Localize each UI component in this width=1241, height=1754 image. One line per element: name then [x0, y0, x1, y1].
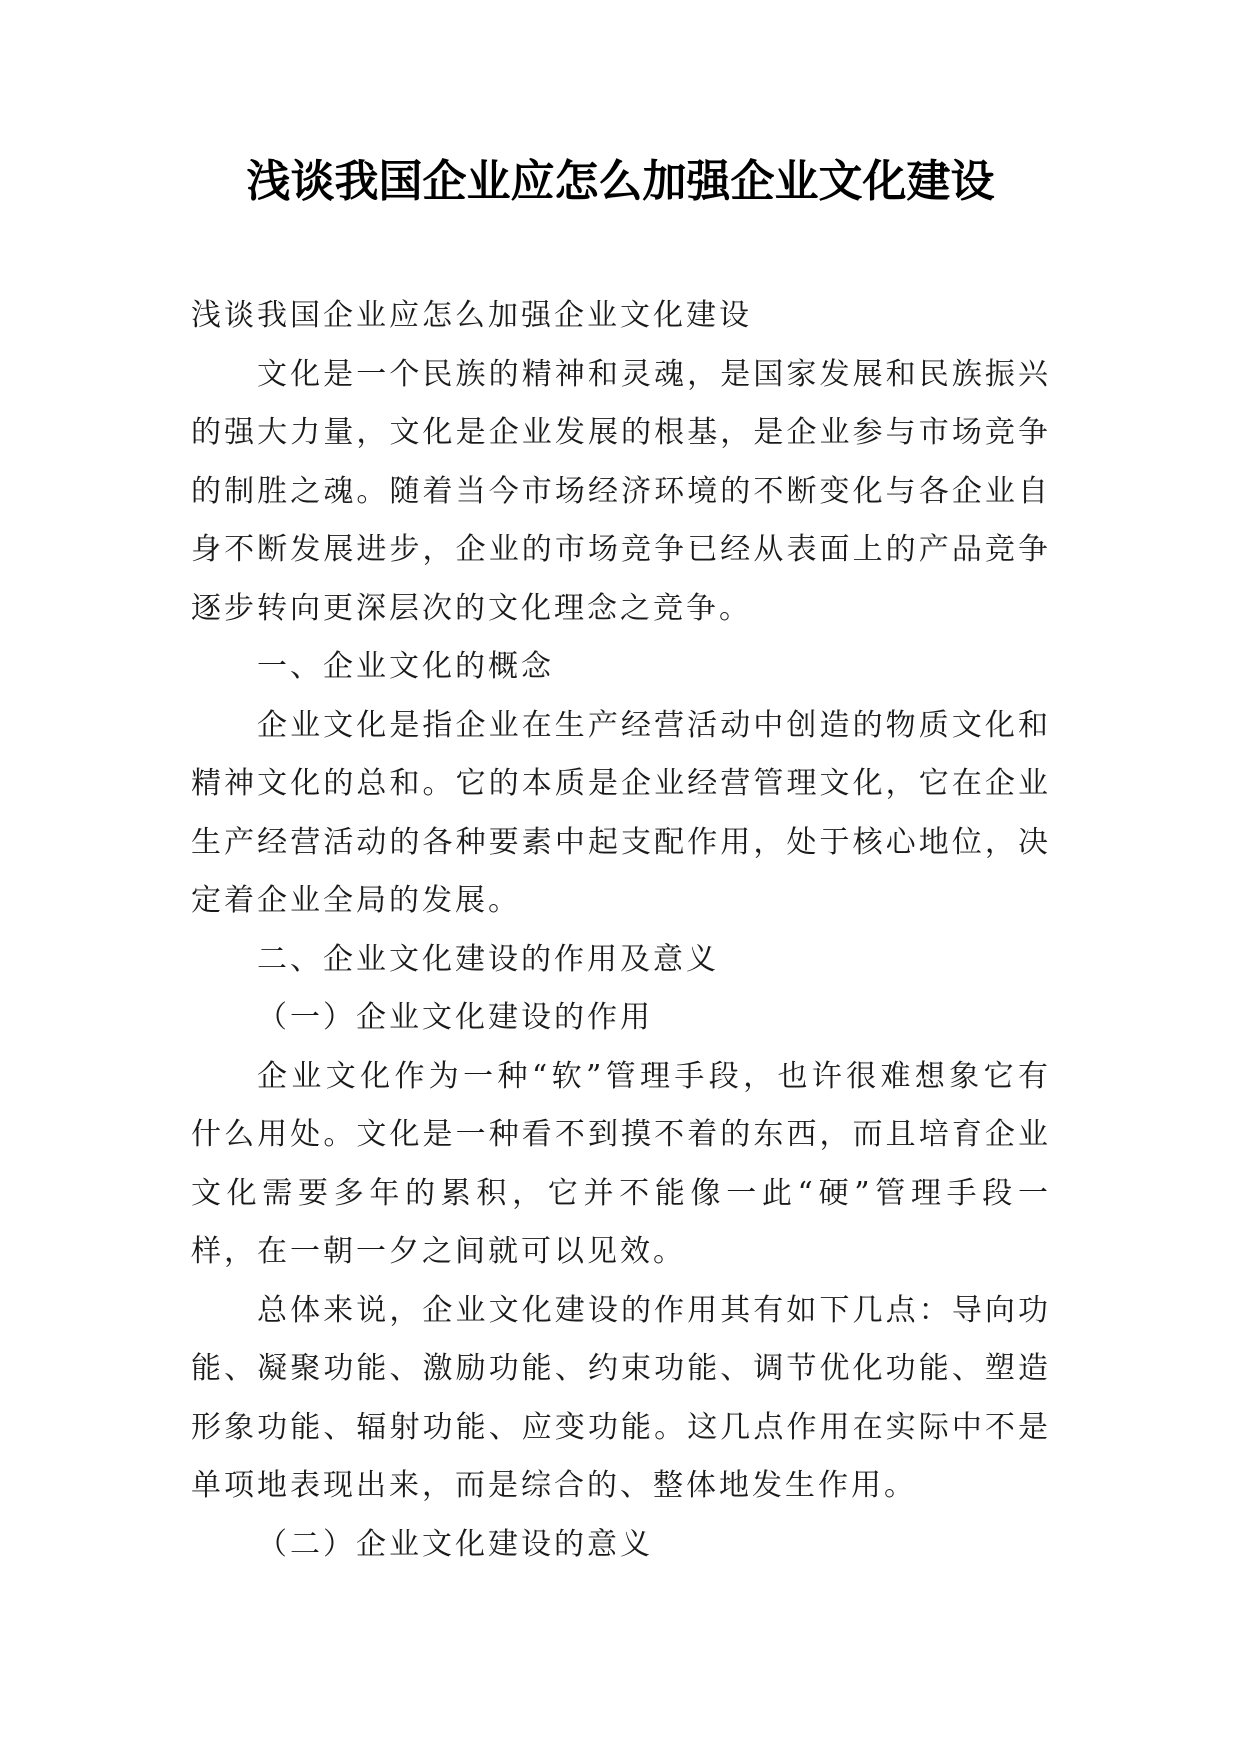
paragraph-concept: 企业文化是指企业在生产经营活动中创造的物质文化和精神文化的总和。它的本质是企业经营管理文化，它在企业生产经营活动的各种要素中起支配作用，处于核心地位，决定着企业全局的发展。: [191, 707, 1051, 918]
document-subtitle: 浅谈我国企业应怎么加强企业文化建设: [191, 298, 752, 333]
paragraph-soft-management: 企业文化作为一种“软”管理手段，也许很难想象它有什么用处。文化是一种看不到摸不着的东西，而且培育企业文化需要多年的累积，它并不能像一此“硬”管理手段一样，在一朝一夕之间就可以见效。: [191, 1058, 1051, 1269]
paragraph-intro: 文化是一个民族的精神和灵魂，是国家发展和民族振兴的强大力量，文化是企业发展的根基，是企业参与市场竞争的制胜之魂。随着当今市场经济环境的不断变化与各企业自身不断发展进步，企业的市场竞争已经从表面上的产品竞争逐步转向更深层次的文化理念之竞争。: [191, 356, 1051, 626]
subsection-heading-role: （一）企业文化建设的作用: [257, 1000, 653, 1035]
paragraph-functions: 总体来说，企业文化建设的作用其有如下几点：导向功能、凝聚功能、激励功能、约束功能、调节优化功能、塑造形象功能、辐射功能、应变功能。这几点作用在实际中不是单项地表现出来，而是综合的、整体地发生作用。: [191, 1292, 1051, 1503]
section-heading-concept: 一、企业文化的概念: [257, 649, 554, 684]
subsection-heading-significance: （二）企业文化建设的意义: [257, 1526, 653, 1562]
section-heading-role-significance: 二、企业文化建设的作用及意义: [257, 941, 719, 977]
document-body: [191, 287, 1051, 1574]
document-title: 浅谈我国企业应怎么加强企业文化建设: [246, 156, 995, 207]
